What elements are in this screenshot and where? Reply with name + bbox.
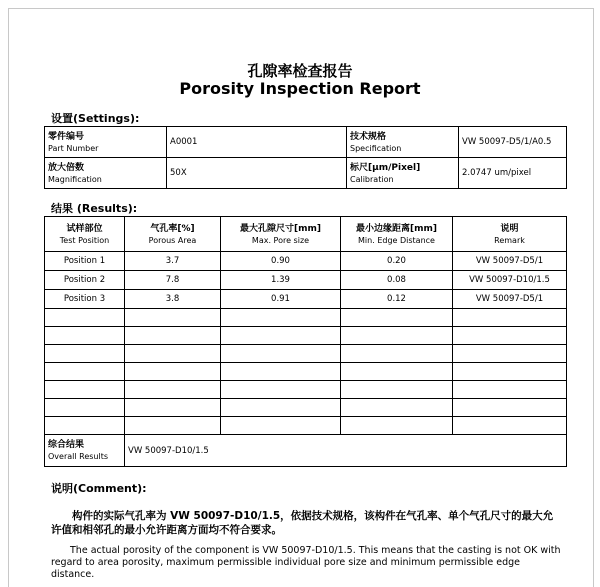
cell-remark: VW 50097-D5/1 [453,252,567,271]
table-row [45,252,567,271]
overall-value: VW 50097-D10/1.5 [125,435,567,467]
table-row [45,290,567,309]
empty-row [45,309,567,327]
col-header-position: 试样部位 Test Position [45,217,125,252]
specification-label: 技术规格 Specification [347,127,459,158]
cell-porous: 3.7 [125,252,221,271]
magnification-label: 放大倍数 Magnification [45,158,167,189]
comment-text-en: The actual porosity of the component is VW 50097-D10/1.5. This means that the casting is not OK with regard to area porosity, maximum permissible individual pore size and minimum permissible edge distance. [51,545,561,580]
overall-label: 综合结果 Overall Results [45,435,125,467]
cell-position: Position 1 [45,252,125,271]
overall-row [45,435,567,467]
calibration-value: 2.0747 um/pixel [459,158,567,189]
settings-table [44,126,567,189]
cell-porous: 3.8 [125,290,221,309]
comment-text-cn: 构件的实际气孔率为 VW 50097-D10/1.5，依据技术规格，该构件在气孔率、单个气孔尺寸的最大允许值和相邻孔的最小允许距离方面均不符合要求。 [51,510,554,536]
empty-row [45,327,567,345]
results-label: 结果 (Results): [51,202,138,215]
report-title-en: Porosity Inspection Report [179,79,421,98]
empty-row [45,417,567,435]
cell-max-pore: 0.91 [221,290,341,309]
empty-row [45,363,567,381]
col-header-remark: 说明 Remark [453,217,567,252]
comment-label: 说明(Comment): [51,482,147,495]
cell-position: Position 2 [45,271,125,290]
empty-row [45,399,567,417]
empty-row [45,381,567,399]
calibration-label: 标尺[μm/Pixel] Calibration [347,158,459,189]
col-header-porous: 气孔率[%] Porous Area [125,217,221,252]
cell-max-pore: 1.39 [221,271,341,290]
part-number-label: 零件编号 Part Number [45,127,167,158]
cell-min-edge: 0.12 [341,290,453,309]
report-title-cn: 孔隙率检查报告 [247,62,353,80]
table-row [45,271,567,290]
cell-position: Position 3 [45,290,125,309]
specification-value: VW 50097-D5/1/A0.5 [459,127,567,158]
cell-remark: VW 50097-D5/1 [453,290,567,309]
empty-row [45,345,567,363]
col-header-max-pore: 最大孔隙尺寸[mm] Max. Pore size [221,217,341,252]
cell-porous: 7.8 [125,271,221,290]
cell-max-pore: 0.90 [221,252,341,271]
col-header-min-edge: 最小边缘距离[mm] Min. Edge Distance [341,217,453,252]
part-number-value: A0001 [167,127,347,158]
results-table [44,216,567,467]
magnification-value: 50X [167,158,347,189]
cell-remark: VW 50097-D10/1.5 [453,271,567,290]
cell-min-edge: 0.20 [341,252,453,271]
cell-min-edge: 0.08 [341,271,453,290]
settings-label: 设置(Settings): [51,112,140,125]
